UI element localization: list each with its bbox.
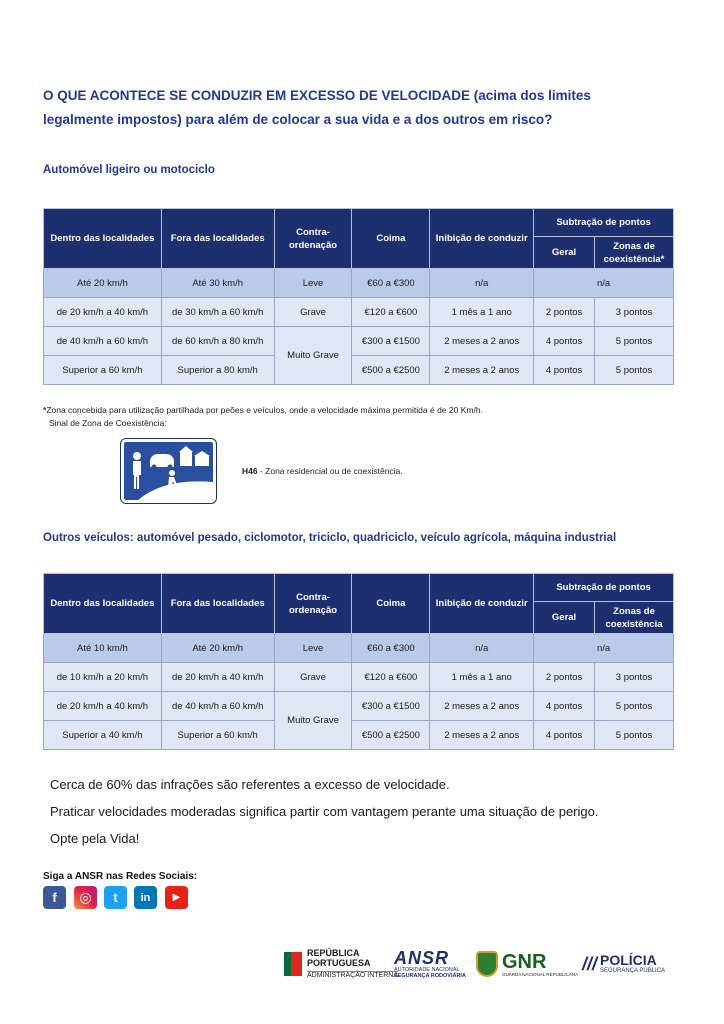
table-row xyxy=(44,327,674,356)
cell-outside: de 30 km/h a 60 km/h xyxy=(161,298,274,327)
cell-outside: de 20 km/h a 40 km/h xyxy=(161,663,274,692)
table-row xyxy=(44,269,674,298)
table-row xyxy=(44,356,674,385)
cell-general: 4 pontos xyxy=(534,327,595,356)
penalty-table-light xyxy=(43,208,674,385)
table-row xyxy=(44,721,674,750)
cell-offense: Grave xyxy=(274,663,352,692)
cell-general: 2 pontos xyxy=(534,663,595,692)
penalty-table-other xyxy=(43,573,674,750)
header-offense: Contra-ordenação xyxy=(274,574,352,634)
table-row xyxy=(44,692,674,721)
cell-inside: de 10 km/h a 20 km/h xyxy=(44,663,162,692)
cell-fine: €500 a €2500 xyxy=(352,721,430,750)
cell-zones: 3 pontos xyxy=(595,663,674,692)
cell-inside: de 20 km/h a 40 km/h xyxy=(44,298,162,327)
header-offense: Contra-ordenação xyxy=(274,209,352,269)
cell-fine: €120 a €600 xyxy=(352,298,430,327)
table-row xyxy=(44,663,674,692)
gnr-logo: GNR GUARDA NACIONAL REPUBLICANA xyxy=(476,947,578,981)
cell-inside: Até 10 km/h xyxy=(44,634,162,663)
cell-general: 4 pontos xyxy=(534,356,595,385)
header-outside: Fora das localidades xyxy=(161,574,274,634)
section-title-light-vehicles: Automóvel ligeiro ou motociclo xyxy=(43,164,215,176)
header-ban: Inibição de conduzir xyxy=(430,209,534,269)
paragraph-slogan: Opte pela Vida! xyxy=(50,831,140,846)
cell-ban: 2 meses a 2 anos xyxy=(430,356,534,385)
cell-zones: 5 pontos xyxy=(595,356,674,385)
header-ban: Inibição de conduzir xyxy=(430,574,534,634)
footnote-line2: Sinal de Zona de Coexistência: xyxy=(49,418,167,428)
cell-inside: de 40 km/h a 60 km/h xyxy=(44,327,162,356)
cell-fine: €60 a €300 xyxy=(352,634,430,663)
facebook-icon[interactable]: f xyxy=(43,886,66,909)
youtube-icon[interactable]: ▶ xyxy=(165,886,188,909)
coexistence-zone-sign-icon xyxy=(121,439,216,503)
header-fine: Coima xyxy=(352,574,430,634)
cell-offense: Muito Grave xyxy=(274,327,352,385)
cell-outside: Até 30 km/h xyxy=(161,269,274,298)
cell-outside: de 60 km/h a 80 km/h xyxy=(161,327,274,356)
footnote-line1: Zona concebida para utilização partilhada por peões e veículos, onde a velocidade máxima permitida é de 20 Km/h. xyxy=(46,405,483,415)
social-title: Siga a ANSR nas Redes Sociais: xyxy=(43,871,198,882)
portugal-flag-icon xyxy=(284,952,302,976)
paragraph-advice: Praticar velocidades moderadas significa partir com vantagem perante uma situação de perigo. xyxy=(50,804,599,819)
cell-offense: Leve xyxy=(274,634,352,663)
cell-ban: 1 mês a 1 ano xyxy=(430,663,534,692)
sign-caption xyxy=(242,466,403,476)
cell-ban: 2 meses a 2 anos xyxy=(430,692,534,721)
cell-inside: de 20 km/h a 40 km/h xyxy=(44,692,162,721)
cell-general: 4 pontos xyxy=(534,721,595,750)
footnote xyxy=(43,404,483,430)
gnr-shield-icon xyxy=(476,951,498,977)
cell-ban: 1 mês a 1 ano xyxy=(430,298,534,327)
paragraph-stat: Cerca de 60% das infrações são referentes a excesso de velocidade. xyxy=(50,777,450,792)
cell-inside: Superior a 40 km/h xyxy=(44,721,162,750)
header-general: Geral xyxy=(534,237,595,269)
section-title-other-vehicles: Outros veículos: automóvel pesado, ciclomotor, triciclo, quadriciclo, veículo agrícola, máquina industrial xyxy=(43,532,617,544)
cell-offense: Grave xyxy=(274,298,352,327)
header-fine: Coima xyxy=(352,209,430,269)
linkedin-icon[interactable]: in xyxy=(134,886,157,909)
ansr-logo: ANSR AUTORIDADE NACIONAL SEGURANÇA RODOVIÁRIA xyxy=(394,948,466,979)
header-outside: Fora das localidades xyxy=(161,209,274,269)
psp-stripes-icon: /// xyxy=(582,953,598,974)
cell-ban: n/a xyxy=(430,634,534,663)
cell-zones: 5 pontos xyxy=(595,692,674,721)
header-general: Geral xyxy=(534,602,595,634)
psp-logo: /// POLÍCIA SEGURANÇA PÚBLICA xyxy=(582,952,666,974)
cell-general: 2 pontos xyxy=(534,298,595,327)
cell-fine: €300 a €1500 xyxy=(352,327,430,356)
cell-fine: €120 a €600 xyxy=(352,663,430,692)
header-points: Subtração de pontos xyxy=(534,209,674,237)
cell-inside: Até 20 km/h xyxy=(44,269,162,298)
footnote-asterisk: * xyxy=(43,405,47,415)
sign-description: - Zona residencial ou de coexistência. xyxy=(257,466,403,476)
instagram-icon[interactable]: ◎ xyxy=(74,886,97,909)
header-inside: Dentro das localidades xyxy=(44,574,162,634)
twitter-icon[interactable]: t xyxy=(104,886,127,909)
page-heading: O QUE ACONTECE SE CONDUZIR EM EXCESSO DE VELOCIDADE (acima dos limites legalmente impostos) para além de colocar a sua vida e a dos outros em risco? xyxy=(43,88,591,127)
cell-inside: Superior a 60 km/h xyxy=(44,356,162,385)
cell-offense: Muito Grave xyxy=(274,692,352,750)
cell-zones: 5 pontos xyxy=(595,327,674,356)
cell-fine: €500 a €2500 xyxy=(352,356,430,385)
header-points: Subtração de pontos xyxy=(534,574,674,602)
cell-outside: de 40 km/h a 60 km/h xyxy=(161,692,274,721)
cell-points: n/a xyxy=(534,269,674,298)
cell-points: n/a xyxy=(534,634,674,663)
cell-ban: 2 meses a 2 anos xyxy=(430,721,534,750)
cell-ban: 2 meses a 2 anos xyxy=(430,327,534,356)
cell-outside: Superior a 60 km/h xyxy=(161,721,274,750)
cell-ban: n/a xyxy=(430,269,534,298)
cell-fine: €300 a €1500 xyxy=(352,692,430,721)
cell-fine: €60 a €300 xyxy=(352,269,430,298)
republica-portuguesa-logo: REPÚBLICA PORTUGUESA ADMINISTRAÇÃO INTERNA xyxy=(284,947,398,981)
header-zones: Zonas de coexistência xyxy=(595,602,674,634)
header-zones: Zonas de coexistência* xyxy=(595,237,674,269)
cell-outside: Até 20 km/h xyxy=(161,634,274,663)
cell-general: 4 pontos xyxy=(534,692,595,721)
table-row xyxy=(44,634,674,663)
header-inside: Dentro das localidades xyxy=(44,209,162,269)
cell-zones: 5 pontos xyxy=(595,721,674,750)
cell-zones: 3 pontos xyxy=(595,298,674,327)
cell-offense: Leve xyxy=(274,269,352,298)
sign-code: H46 xyxy=(242,466,258,476)
table-row xyxy=(44,298,674,327)
cell-outside: Superior a 80 km/h xyxy=(161,356,274,385)
